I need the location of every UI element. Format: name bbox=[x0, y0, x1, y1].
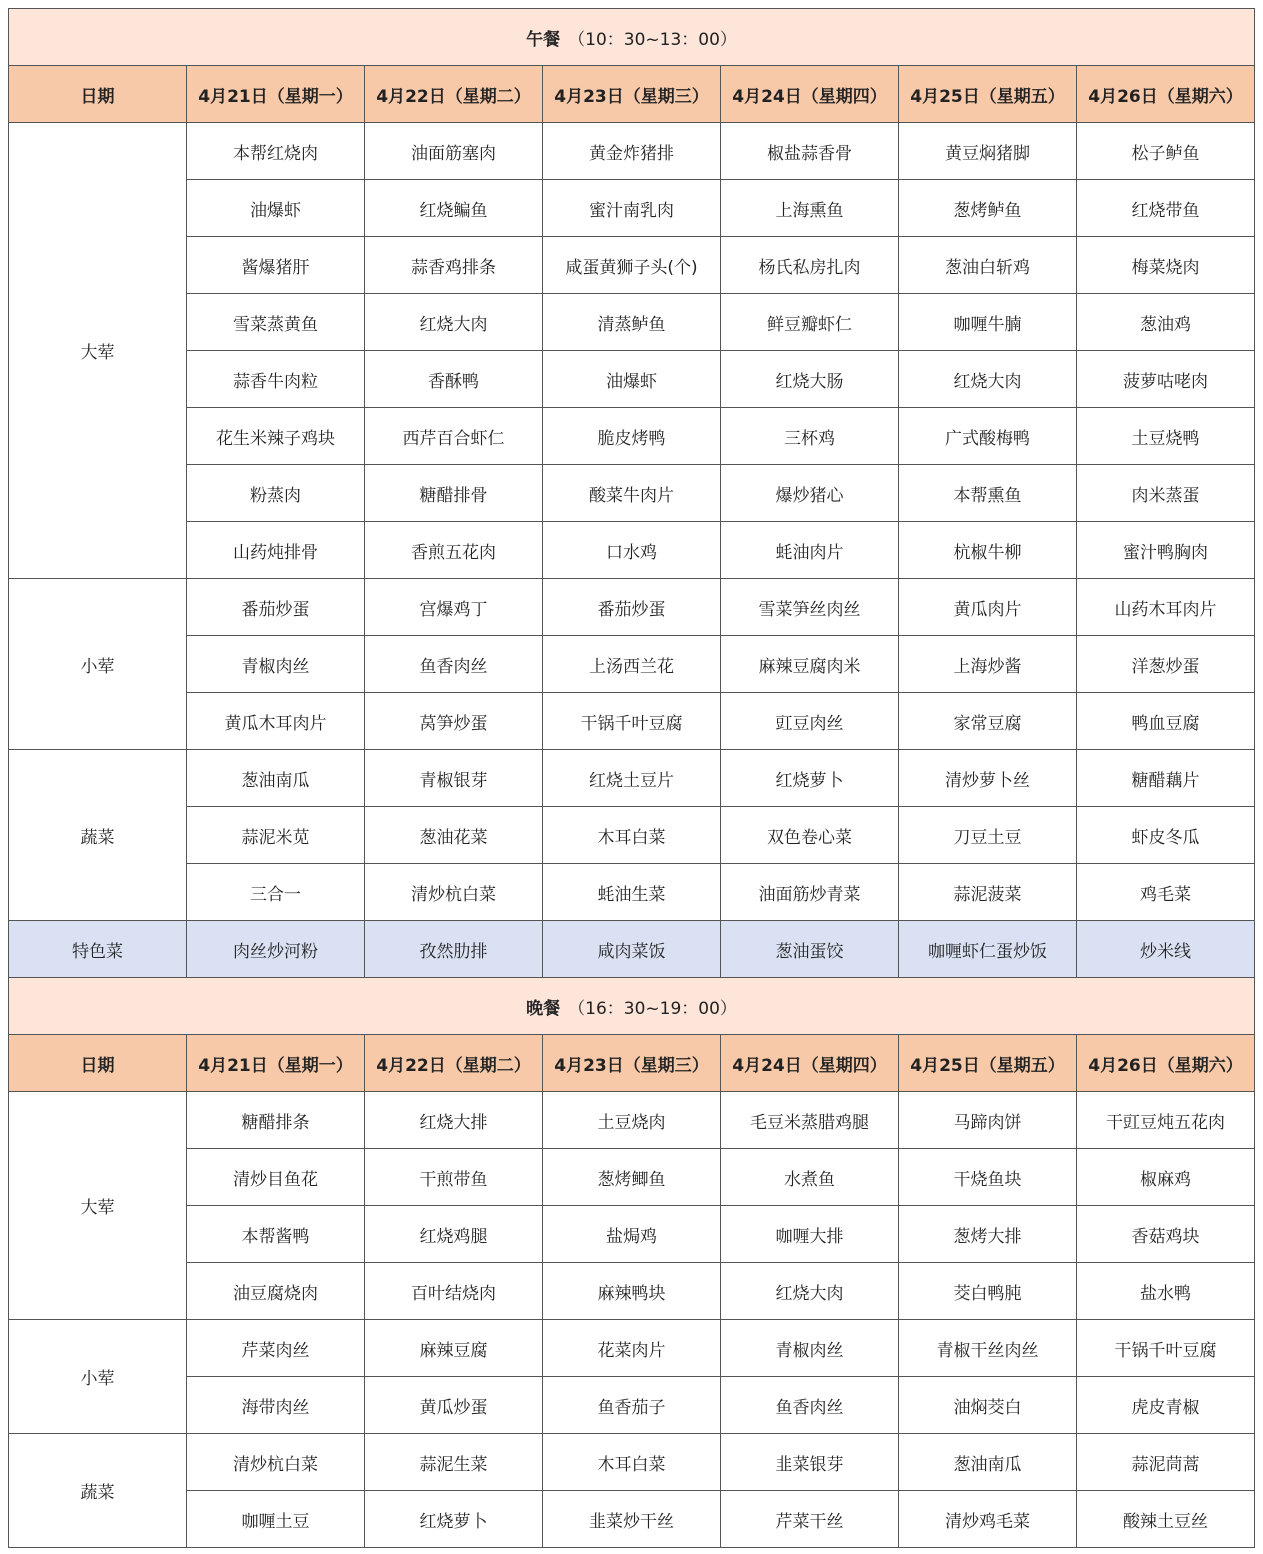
category-label: 小荤 bbox=[9, 579, 187, 750]
dish-cell: 三杯鸡 bbox=[721, 408, 899, 465]
dish-cell: 椒麻鸡 bbox=[1077, 1149, 1255, 1206]
dish-cell: 咖喱虾仁蛋炒饭 bbox=[899, 921, 1077, 978]
dish-cell: 油面筋塞肉 bbox=[365, 123, 543, 180]
category-label: 蔬菜 bbox=[9, 750, 187, 921]
dinner-banner-row bbox=[9, 978, 1255, 1035]
dish-cell: 孜然肋排 bbox=[365, 921, 543, 978]
dish-cell: 芹菜干丝 bbox=[721, 1491, 899, 1548]
dish-cell: 山药炖排骨 bbox=[187, 522, 365, 579]
dish-cell: 毛豆米蒸腊鸡腿 bbox=[721, 1092, 899, 1149]
dish-cell: 鱼香肉丝 bbox=[365, 636, 543, 693]
dish-cell: 鲜豆瓣虾仁 bbox=[721, 294, 899, 351]
dish-cell: 酸菜牛肉片 bbox=[543, 465, 721, 522]
lunch-time: （10：30~13：00） bbox=[568, 29, 737, 50]
dish-cell: 本帮酱鸭 bbox=[187, 1206, 365, 1263]
dish-cell: 海带肉丝 bbox=[187, 1377, 365, 1434]
table-row bbox=[9, 636, 1255, 693]
dish-cell: 番茄炒蛋 bbox=[187, 579, 365, 636]
dish-cell: 百叶结烧肉 bbox=[365, 1263, 543, 1320]
dish-cell: 干锅千叶豆腐 bbox=[543, 693, 721, 750]
table-row bbox=[9, 1263, 1255, 1320]
dish-cell: 蜜汁南乳肉 bbox=[543, 180, 721, 237]
header-cell: 4月22日（星期二） bbox=[365, 1035, 543, 1092]
header-cell: 日期 bbox=[9, 66, 187, 123]
dish-cell: 本帮红烧肉 bbox=[187, 123, 365, 180]
dish-cell: 雪菜蒸黄鱼 bbox=[187, 294, 365, 351]
dish-cell: 红烧大肉 bbox=[899, 351, 1077, 408]
dish-cell: 青椒肉丝 bbox=[187, 636, 365, 693]
header-cell: 4月21日（星期一） bbox=[187, 66, 365, 123]
table-row bbox=[9, 864, 1255, 921]
dish-cell: 双色卷心菜 bbox=[721, 807, 899, 864]
table-row bbox=[9, 123, 1255, 180]
dish-cell: 清炒萝卜丝 bbox=[899, 750, 1077, 807]
dish-cell: 麻辣豆腐 bbox=[365, 1320, 543, 1377]
table-row bbox=[9, 180, 1255, 237]
category-label: 小荤 bbox=[9, 1320, 187, 1434]
dish-cell: 豇豆肉丝 bbox=[721, 693, 899, 750]
dish-cell: 青椒银芽 bbox=[365, 750, 543, 807]
dish-cell: 酸辣土豆丝 bbox=[1077, 1491, 1255, 1548]
dish-cell: 红烧鸡腿 bbox=[365, 1206, 543, 1263]
dinner-time: （16：30~19：00） bbox=[568, 998, 737, 1019]
lunch-banner-row bbox=[9, 9, 1255, 66]
lunch-banner bbox=[9, 9, 1255, 66]
dish-cell: 干煎带鱼 bbox=[365, 1149, 543, 1206]
dish-cell: 蚝油肉片 bbox=[721, 522, 899, 579]
dish-cell: 三合一 bbox=[187, 864, 365, 921]
dish-cell: 糖醋排骨 bbox=[365, 465, 543, 522]
dish-cell: 清蒸鲈鱼 bbox=[543, 294, 721, 351]
dish-cell: 西芹百合虾仁 bbox=[365, 408, 543, 465]
category-label: 特色菜 bbox=[9, 921, 187, 978]
dish-cell: 莴笋炒蛋 bbox=[365, 693, 543, 750]
dish-cell: 爆炒猪心 bbox=[721, 465, 899, 522]
dish-cell: 红烧鳊鱼 bbox=[365, 180, 543, 237]
dish-cell: 肉丝炒河粉 bbox=[187, 921, 365, 978]
dish-cell: 芹菜肉丝 bbox=[187, 1320, 365, 1377]
dish-cell: 本帮熏鱼 bbox=[899, 465, 1077, 522]
dish-cell: 盐水鸭 bbox=[1077, 1263, 1255, 1320]
header-cell: 4月22日（星期二） bbox=[365, 66, 543, 123]
table-row bbox=[9, 807, 1255, 864]
dish-cell: 咖喱土豆 bbox=[187, 1491, 365, 1548]
dish-cell: 咖喱大排 bbox=[721, 1206, 899, 1263]
dish-cell: 口水鸡 bbox=[543, 522, 721, 579]
dish-cell: 番茄炒蛋 bbox=[543, 579, 721, 636]
dish-cell: 干烧鱼块 bbox=[899, 1149, 1077, 1206]
dish-cell: 青椒干丝肉丝 bbox=[899, 1320, 1077, 1377]
dish-cell: 葱油白斩鸡 bbox=[899, 237, 1077, 294]
dish-cell: 葱烤鲈鱼 bbox=[899, 180, 1077, 237]
dish-cell: 酱爆猪肝 bbox=[187, 237, 365, 294]
dish-cell: 麻辣鸭块 bbox=[543, 1263, 721, 1320]
lunch-title: 午餐 bbox=[526, 29, 561, 50]
dish-cell: 葱烤大排 bbox=[899, 1206, 1077, 1263]
header-cell: 4月23日（星期三） bbox=[543, 1035, 721, 1092]
header-cell: 4月25日（星期五） bbox=[899, 66, 1077, 123]
dish-cell: 咸蛋黄狮子头(个) bbox=[543, 237, 721, 294]
header-cell: 4月24日（星期四） bbox=[721, 66, 899, 123]
dish-cell: 葱油花菜 bbox=[365, 807, 543, 864]
dish-cell: 蒜泥米苋 bbox=[187, 807, 365, 864]
dish-cell: 梅菜烧肉 bbox=[1077, 237, 1255, 294]
table-row bbox=[9, 1434, 1255, 1491]
dish-cell: 蚝油生菜 bbox=[543, 864, 721, 921]
dish-cell: 油爆虾 bbox=[187, 180, 365, 237]
dish-cell: 土豆烧肉 bbox=[543, 1092, 721, 1149]
table-row bbox=[9, 1491, 1255, 1548]
dish-cell: 油焖茭白 bbox=[899, 1377, 1077, 1434]
dish-cell: 红烧带鱼 bbox=[1077, 180, 1255, 237]
dish-cell: 肉米蒸蛋 bbox=[1077, 465, 1255, 522]
dish-cell: 红烧大肠 bbox=[721, 351, 899, 408]
dish-cell: 花生米辣子鸡块 bbox=[187, 408, 365, 465]
dish-cell: 木耳白菜 bbox=[543, 807, 721, 864]
category-label: 大荤 bbox=[9, 1092, 187, 1320]
table-row bbox=[9, 1320, 1255, 1377]
dish-cell: 刀豆土豆 bbox=[899, 807, 1077, 864]
menu-table bbox=[8, 8, 1255, 1548]
dish-cell: 虾皮冬瓜 bbox=[1077, 807, 1255, 864]
dish-cell: 清炒杭白菜 bbox=[187, 1434, 365, 1491]
dish-cell: 广式酸梅鸭 bbox=[899, 408, 1077, 465]
dish-cell: 清炒杭白菜 bbox=[365, 864, 543, 921]
dish-cell: 红烧土豆片 bbox=[543, 750, 721, 807]
dish-cell: 花菜肉片 bbox=[543, 1320, 721, 1377]
dish-cell: 干锅千叶豆腐 bbox=[1077, 1320, 1255, 1377]
dish-cell: 上海炒酱 bbox=[899, 636, 1077, 693]
header-cell: 4月23日（星期三） bbox=[543, 66, 721, 123]
special-row bbox=[9, 921, 1255, 978]
dish-cell: 粉蒸肉 bbox=[187, 465, 365, 522]
dish-cell: 干豇豆炖五花肉 bbox=[1077, 1092, 1255, 1149]
dish-cell: 脆皮烤鸭 bbox=[543, 408, 721, 465]
table-row bbox=[9, 408, 1255, 465]
dish-cell: 杭椒牛柳 bbox=[899, 522, 1077, 579]
table-row bbox=[9, 1149, 1255, 1206]
header-cell: 4月25日（星期五） bbox=[899, 1035, 1077, 1092]
dish-cell: 青椒肉丝 bbox=[721, 1320, 899, 1377]
dish-cell: 水煮鱼 bbox=[721, 1149, 899, 1206]
header-cell: 4月26日（星期六） bbox=[1077, 1035, 1255, 1092]
dish-cell: 韭菜银芽 bbox=[721, 1434, 899, 1491]
dish-cell: 家常豆腐 bbox=[899, 693, 1077, 750]
table-row bbox=[9, 294, 1255, 351]
table-row bbox=[9, 1092, 1255, 1149]
dish-cell: 木耳白菜 bbox=[543, 1434, 721, 1491]
dish-cell: 山药木耳肉片 bbox=[1077, 579, 1255, 636]
dish-cell: 韭菜炒干丝 bbox=[543, 1491, 721, 1548]
dish-cell: 蒜泥茼蒿 bbox=[1077, 1434, 1255, 1491]
dish-cell: 蒜泥生菜 bbox=[365, 1434, 543, 1491]
dish-cell: 咸肉菜饭 bbox=[543, 921, 721, 978]
table-row bbox=[9, 750, 1255, 807]
dish-cell: 红烧大排 bbox=[365, 1092, 543, 1149]
header-cell: 日期 bbox=[9, 1035, 187, 1092]
dish-cell: 麻辣豆腐肉米 bbox=[721, 636, 899, 693]
dish-cell: 葱油鸡 bbox=[1077, 294, 1255, 351]
table-row bbox=[9, 465, 1255, 522]
dish-cell: 鱼香茄子 bbox=[543, 1377, 721, 1434]
dish-cell: 油面筋炒青菜 bbox=[721, 864, 899, 921]
dish-cell: 宫爆鸡丁 bbox=[365, 579, 543, 636]
dish-cell: 雪菜笋丝肉丝 bbox=[721, 579, 899, 636]
table-row bbox=[9, 1206, 1255, 1263]
category-label: 蔬菜 bbox=[9, 1434, 187, 1548]
header-cell: 4月26日（星期六） bbox=[1077, 66, 1255, 123]
dish-cell: 葱油蛋饺 bbox=[721, 921, 899, 978]
dish-cell: 虎皮青椒 bbox=[1077, 1377, 1255, 1434]
category-label: 大荤 bbox=[9, 123, 187, 579]
dish-cell: 红烧萝卜 bbox=[721, 750, 899, 807]
table-row bbox=[9, 1377, 1255, 1434]
dish-cell: 茭白鸭肫 bbox=[899, 1263, 1077, 1320]
dinner-title: 晚餐 bbox=[526, 998, 561, 1019]
dish-cell: 椒盐蒜香骨 bbox=[721, 123, 899, 180]
menu-sheet bbox=[8, 8, 1255, 1548]
dish-cell: 蒜泥菠菜 bbox=[899, 864, 1077, 921]
dish-cell: 红烧大肉 bbox=[365, 294, 543, 351]
dish-cell: 咖喱牛腩 bbox=[899, 294, 1077, 351]
header-cell: 4月24日（星期四） bbox=[721, 1035, 899, 1092]
dish-cell: 黄瓜炒蛋 bbox=[365, 1377, 543, 1434]
dish-cell: 油豆腐烧肉 bbox=[187, 1263, 365, 1320]
dish-cell: 杨氏私房扎肉 bbox=[721, 237, 899, 294]
table-row bbox=[9, 579, 1255, 636]
dish-cell: 黄豆焖猪脚 bbox=[899, 123, 1077, 180]
dish-cell: 松子鲈鱼 bbox=[1077, 123, 1255, 180]
dish-cell: 蒜香牛肉粒 bbox=[187, 351, 365, 408]
dish-cell: 鱼香肉丝 bbox=[721, 1377, 899, 1434]
dish-cell: 黄瓜木耳肉片 bbox=[187, 693, 365, 750]
dish-cell: 清炒鸡毛菜 bbox=[899, 1491, 1077, 1548]
dish-cell: 清炒目鱼花 bbox=[187, 1149, 365, 1206]
dish-cell: 红烧萝卜 bbox=[365, 1491, 543, 1548]
dish-cell: 香菇鸡块 bbox=[1077, 1206, 1255, 1263]
dish-cell: 香酥鸭 bbox=[365, 351, 543, 408]
dinner-banner bbox=[9, 978, 1255, 1035]
table-row bbox=[9, 237, 1255, 294]
dish-cell: 鸡毛菜 bbox=[1077, 864, 1255, 921]
dish-cell: 葱油南瓜 bbox=[899, 1434, 1077, 1491]
dish-cell: 葱油南瓜 bbox=[187, 750, 365, 807]
dish-cell: 菠萝咕咾肉 bbox=[1077, 351, 1255, 408]
dish-cell: 洋葱炒蛋 bbox=[1077, 636, 1255, 693]
dish-cell: 蒜香鸡排条 bbox=[365, 237, 543, 294]
dish-cell: 土豆烧鸭 bbox=[1077, 408, 1255, 465]
dish-cell: 上海熏鱼 bbox=[721, 180, 899, 237]
dish-cell: 盐焗鸡 bbox=[543, 1206, 721, 1263]
table-row bbox=[9, 351, 1255, 408]
table-row bbox=[9, 522, 1255, 579]
dish-cell: 黄瓜肉片 bbox=[899, 579, 1077, 636]
dish-cell: 葱烤鲫鱼 bbox=[543, 1149, 721, 1206]
dish-cell: 炒米线 bbox=[1077, 921, 1255, 978]
header-cell: 4月21日（星期一） bbox=[187, 1035, 365, 1092]
table-row bbox=[9, 693, 1255, 750]
dish-cell: 上汤西兰花 bbox=[543, 636, 721, 693]
dish-cell: 糖醋排条 bbox=[187, 1092, 365, 1149]
dish-cell: 蜜汁鸭胸肉 bbox=[1077, 522, 1255, 579]
lunch-header-row bbox=[9, 66, 1255, 123]
dinner-header-row bbox=[9, 1035, 1255, 1092]
dish-cell: 黄金炸猪排 bbox=[543, 123, 721, 180]
dish-cell: 红烧大肉 bbox=[721, 1263, 899, 1320]
dish-cell: 油爆虾 bbox=[543, 351, 721, 408]
dish-cell: 马蹄肉饼 bbox=[899, 1092, 1077, 1149]
dish-cell: 糖醋藕片 bbox=[1077, 750, 1255, 807]
dish-cell: 香煎五花肉 bbox=[365, 522, 543, 579]
dish-cell: 鸭血豆腐 bbox=[1077, 693, 1255, 750]
